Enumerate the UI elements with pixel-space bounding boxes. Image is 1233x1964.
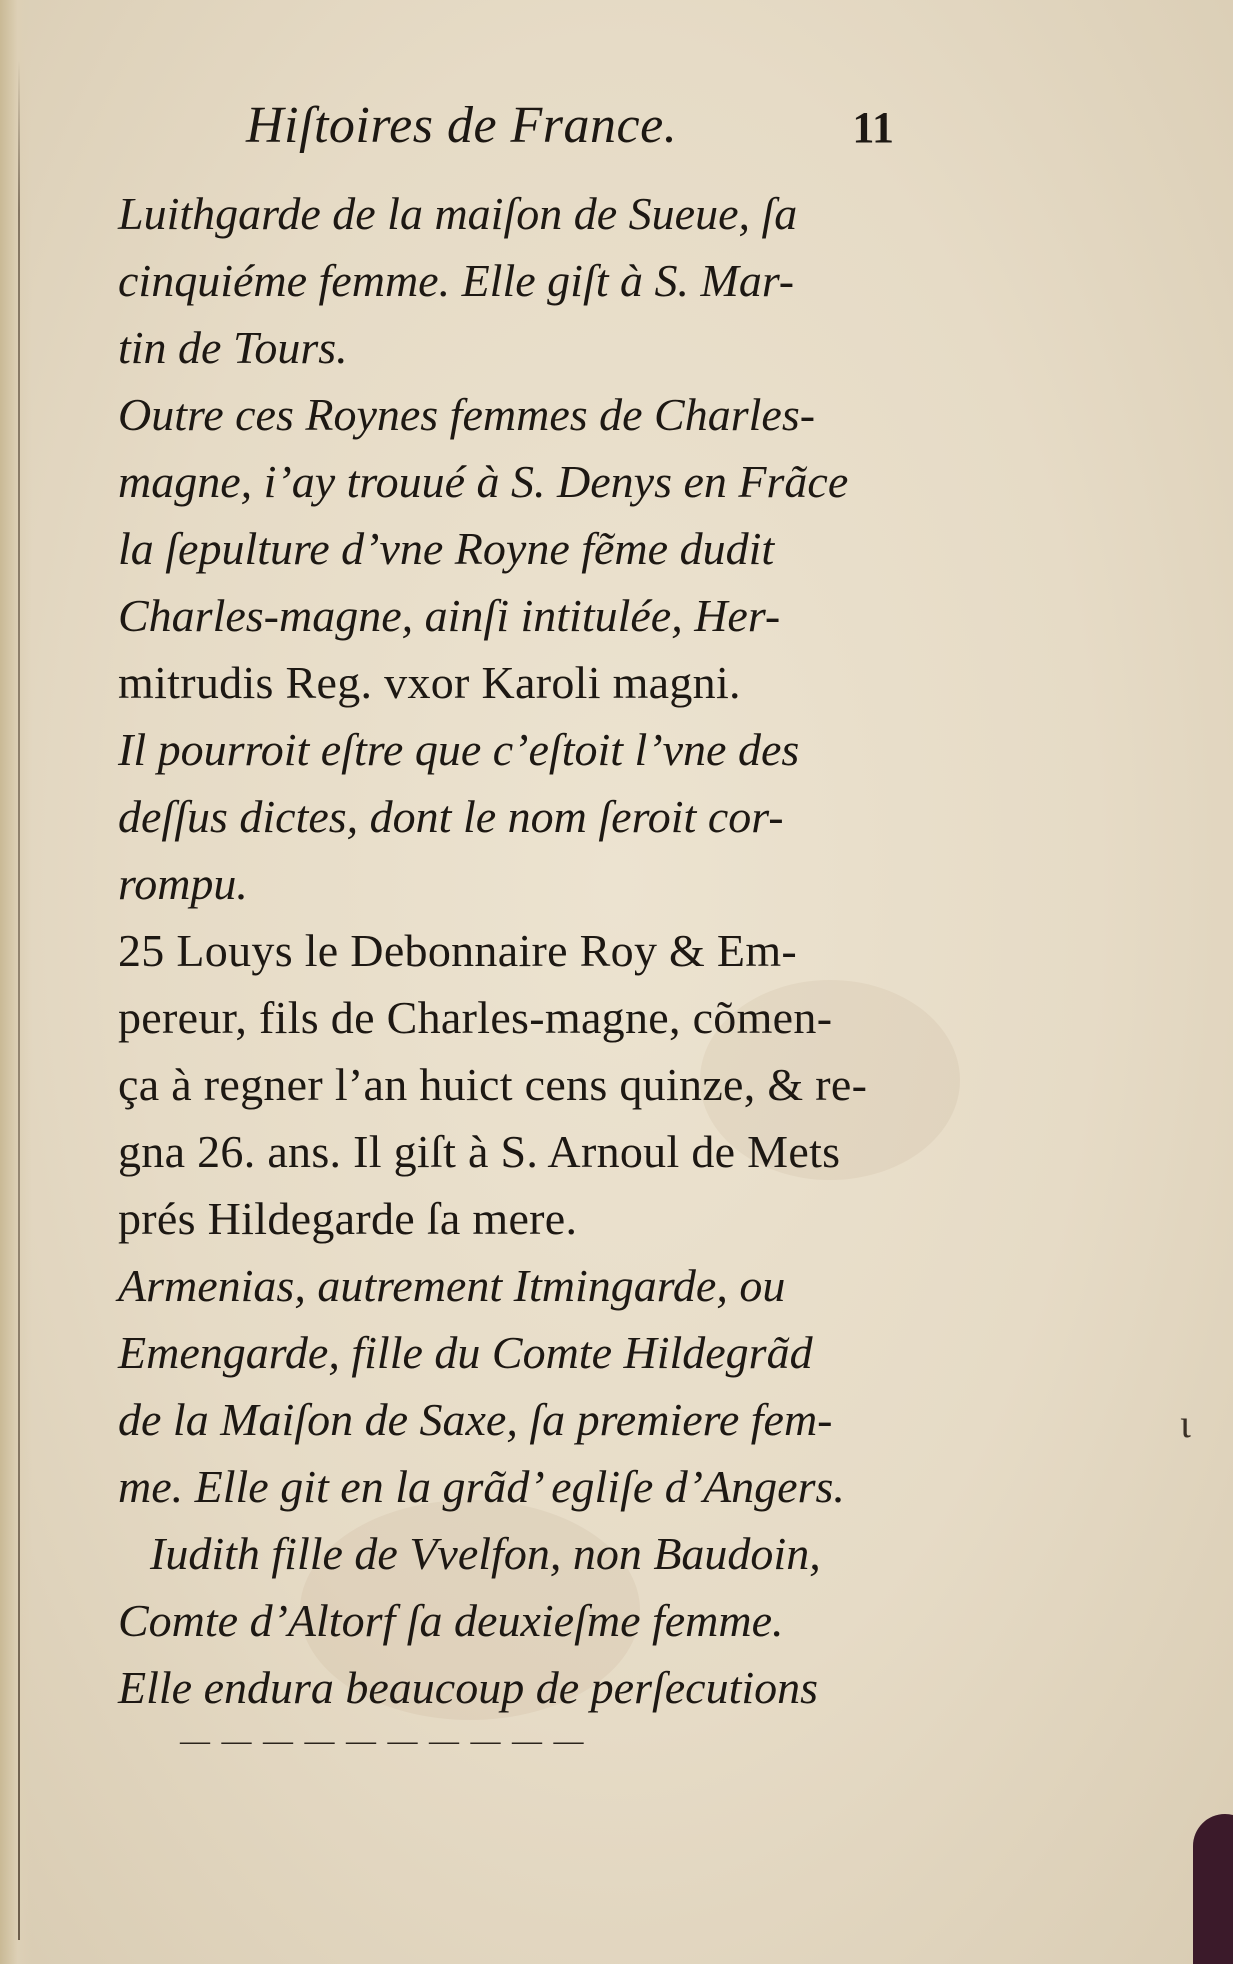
text-line: rompu.	[118, 858, 248, 909]
gutter-shadow-line	[18, 60, 20, 1940]
text-line: pereur, fils de Charles-magne, cõmen-	[118, 992, 833, 1043]
text-line: me. Elle git en la grãd’ egliſe d’Angers.	[118, 1461, 845, 1512]
text-line: gna 26. ans. Il giſt à S. Arnoul de Mets	[118, 1126, 841, 1177]
running-head: Hiſtoires de France.	[246, 97, 678, 154]
page-header	[246, 96, 894, 166]
text-line: Armenias, autrement Itmingarde, ou	[118, 1260, 786, 1311]
text-line: de la Maiſon de Saxe, ſa premiere fem-	[118, 1394, 833, 1445]
page-gutter-edge	[0, 0, 32, 1964]
text-line: cinquiéme femme. Elle giſt à S. Mar-	[118, 255, 795, 306]
text-line: Iudith fille de Vvelfon, non Baudoin,	[150, 1528, 821, 1579]
text-line: Emengarde, fille du Comte Hildegrãd	[118, 1327, 813, 1378]
text-line: magne, i’ay trouué à S. Denys en Frãce	[118, 456, 849, 507]
text-line: Comte d’Altorf ſa deuxieſme femme.	[118, 1595, 784, 1646]
page-number: 11	[852, 103, 894, 152]
text-line: Luithgarde de la maiſon de Sueue, ſa	[118, 188, 798, 239]
margin-mark-decoration: ι	[1180, 1401, 1191, 1446]
text-line: ça à regner l’an huict cens quinze, & re-	[118, 1059, 868, 1110]
text-line: tin de Tours.	[118, 322, 348, 373]
catchword-dashes-decoration: — — — — — — — — — —	[180, 1724, 586, 1757]
text-line: Outre ces Roynes femmes de Charles-	[118, 389, 816, 440]
text-line: Elle endura beaucoup de perſecutions	[118, 1662, 819, 1713]
text-line: 25 Louys le Debonnaire Roy & Em-	[118, 925, 798, 976]
text-line: la ſepulture d’vne Royne fẽme dudit	[118, 523, 775, 574]
text-line: deſſus dictes, dont le nom ſeroit cor-	[118, 791, 784, 842]
text-line: Charles-magne, ainſi intitulée, Her-	[118, 590, 781, 641]
corner-shadow-decoration	[1193, 1814, 1233, 1964]
text-line: prés Hildegarde ſa mere.	[118, 1193, 578, 1244]
body-text	[118, 180, 930, 1721]
text-line: Il pourroit eſtre que c’eſtoit l’vne des	[118, 724, 800, 775]
text-line: mitrudis Reg. vxor Karoli magni.	[118, 657, 741, 708]
